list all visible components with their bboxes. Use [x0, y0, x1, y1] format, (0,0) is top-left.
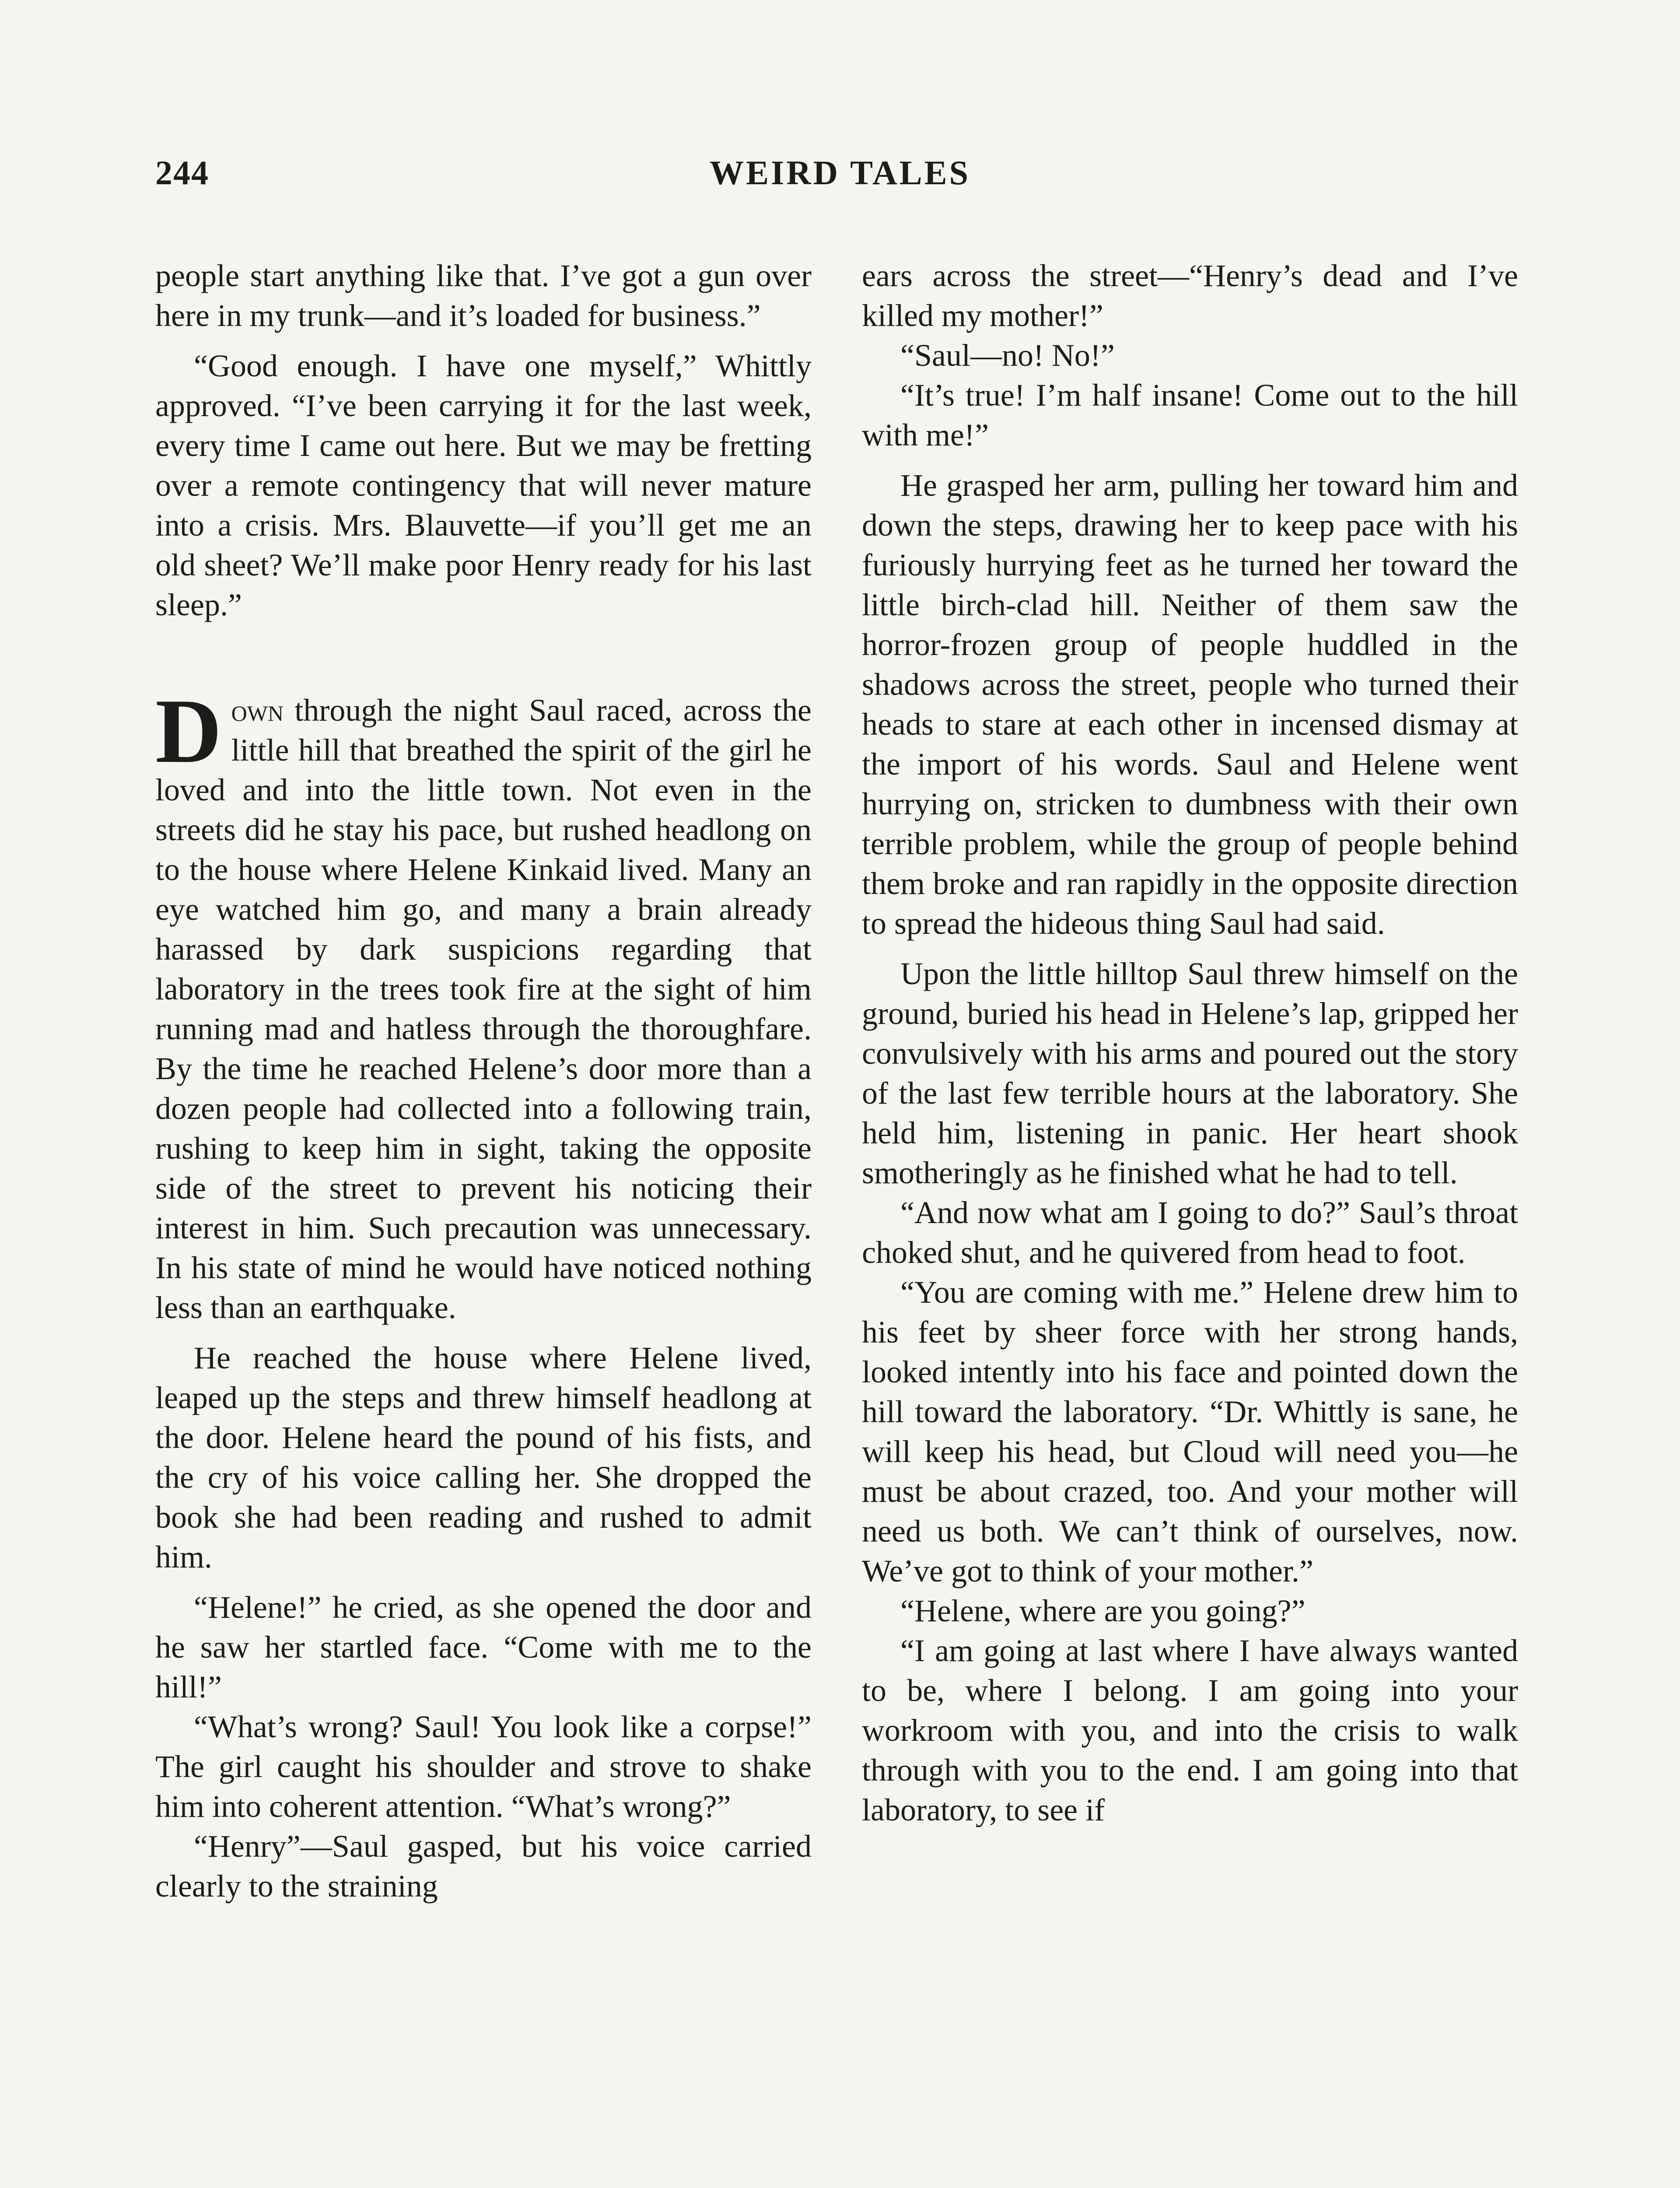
page-number: 244	[155, 154, 209, 192]
paragraph: “I am going at last where I have always wanted to be, where I belong. I am going into your workroom with you, and into the crisis to walk through with you to the end. I am going into that laboratory, to see if	[862, 1633, 1518, 1827]
paragraph: “Good enough. I have one myself,” Whittly approved. “I’ve been carrying it for the last week, every time I came out here. But we may be fretting over a remote contingency that will never mature into a crisis. Mrs. Blauvette—if you’ll get me an old sheet? We’ll make poor Henry ready for his last sleep.”	[155, 348, 812, 622]
running-title: WEIRD TALES	[709, 154, 971, 192]
small-caps-lead: own	[231, 693, 284, 728]
section-opening-paragraph	[155, 680, 812, 1328]
drop-cap: D	[155, 680, 222, 782]
paragraph: Upon the little hilltop Saul threw himself on the ground, buried his head in Helene’s lap, gripped her convulsively with his arms and poured out the story of the last few terrible hours at the laboratory. She held him, listening in panic. Her heart shook smotheringly as he finished what he had to tell.	[862, 956, 1518, 1190]
left-column	[155, 256, 812, 1906]
paragraph: He grasped her arm, pulling her toward him and down the steps, drawing her to keep pace with his furiously hurrying feet as he turned her toward the little birch-clad hill. Neither of them saw the horror-frozen group of people huddled in the shadows across the street, people who turned their heads to stare at each other in incensed dismay at the import of his words. Saul and Helene went hurrying on, stricken to dumbness with their own terrible problem, while the group of people behind them broke and ran rapidly in the opposite direction to spread the hideous thing Saul had said.	[862, 468, 1518, 941]
paragraph: “And now what am I going to do?” Saul’s throat choked shut, and he quivered from head to foot.	[862, 1195, 1518, 1270]
right-column	[862, 256, 1518, 1830]
paragraph: people start anything like that. I’ve got a gun over here in my trunk—and it’s loaded for business.”	[155, 258, 812, 333]
paragraph: “Saul—no! No!”	[900, 338, 1115, 373]
paragraph: “Helene!” he cried, as she opened the door and he saw her startled face. “Come with me to the hill!”	[155, 1590, 812, 1704]
paragraph: “What’s wrong? Saul! You look like a corpse!” The girl caught his shoulder and strove to shake him into coherent attention. “What’s wrong?”	[155, 1709, 812, 1824]
page-header	[155, 153, 1525, 201]
paragraph: “Helene, where are you going?”	[900, 1593, 1306, 1628]
paragraph: “Henry”—Saul gasped, but his voice carried clearly to the straining	[155, 1829, 812, 1904]
paragraph: He reached the house where Helene lived, leaped up the steps and threw himself headlong at the door. Helene heard the pound of his fists, and the cry of his voice calling her. She dropped the book she had been reading and rushed to admit him.	[155, 1340, 812, 1574]
paragraph: “It’s true! I’m half insane! Come out to the hill with me!”	[862, 378, 1518, 452]
paragraph: “You are coming with me.” Helene drew him to his feet by sheer force with her strong hands, looked intently into his face and pointed down the hill toward the laboratory. “Dr. Whittly is sane, he will keep his head, but Cloud will need you—he must be about crazed, too. And your mother will need us both. We can’t think of ourselves, now. We’ve got to think of your mother.”	[862, 1275, 1518, 1588]
paragraph: ears across the street—“Henry’s dead and I’ve killed my mother!”	[862, 258, 1518, 333]
paragraph-text: through the night Saul raced, across the little hill that breathed the spirit of the girl he loved and into the little town. Not even in the streets did he stay his pace, but rushed headlong on to the house where Helene Kinkaid lived. Many an eye watched him go, and many a brain already harassed by dark suspicions regarding that laboratory in the trees took fire at the sight of him running mad and hatless through the thoroughfare. By the time he reached Helene’s door more than a dozen people had collected into a following train, rushing to keep him in sight, taking the opposite side of the street to prevent his noticing their interest in him. Such precaution was unnecessary. In his state of mind he would have noticed nothing less than an earthquake.	[155, 693, 812, 1325]
